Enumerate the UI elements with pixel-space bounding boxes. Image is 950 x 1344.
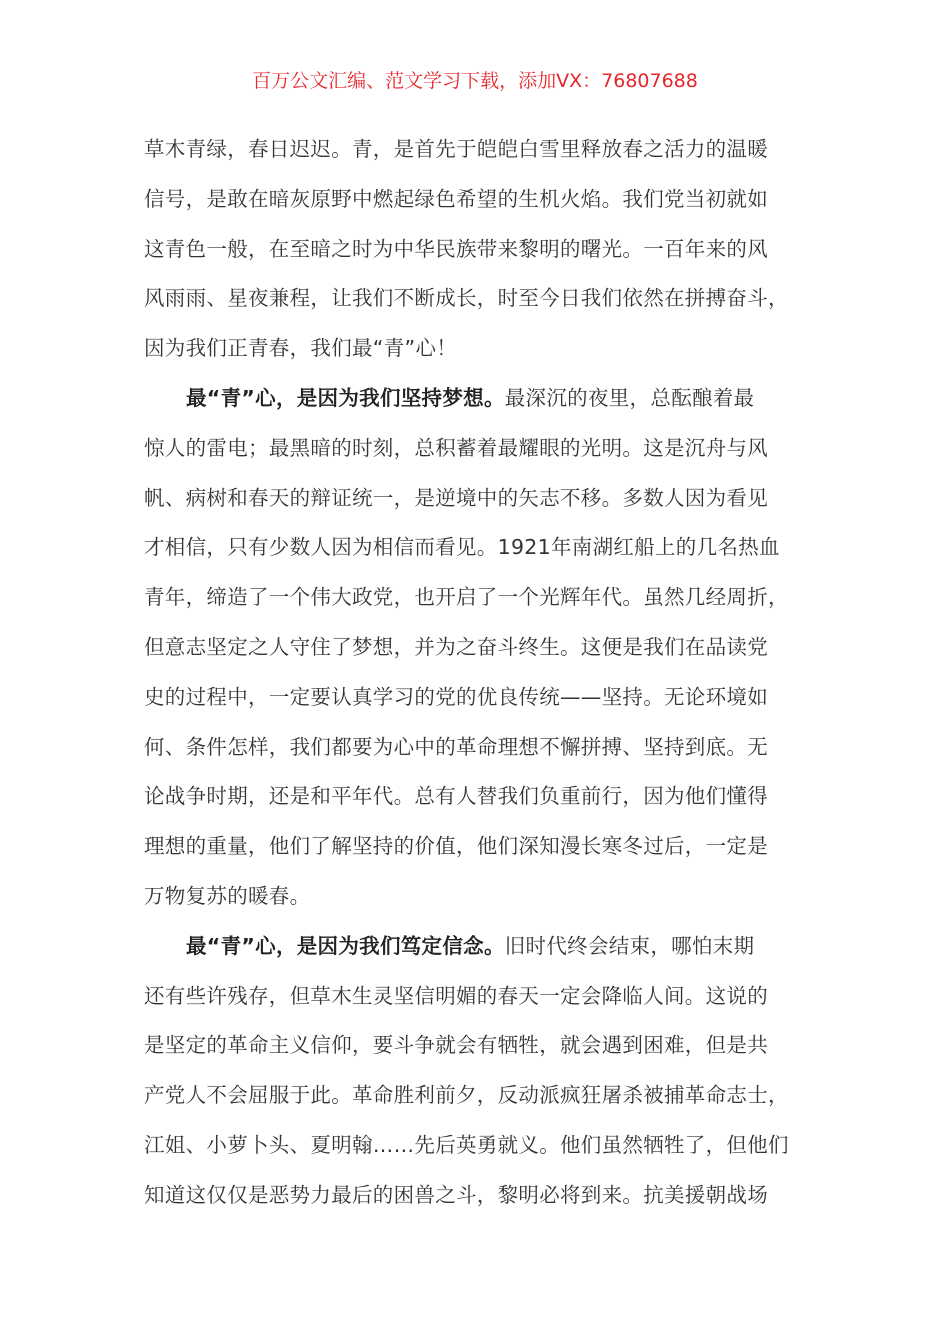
watermark-header: 百万公文汇编、范文学习下载，添加VX：76807688 bbox=[252, 70, 698, 92]
paragraph-line bbox=[144, 922, 824, 972]
paragraph-line bbox=[144, 1071, 824, 1121]
line-text: 但意志坚定之人守住了梦想，并为之奋斗终生。这便是我们在品读党 bbox=[144, 634, 768, 659]
line-text: 青年，缔造了一个伟大政党，也开启了一个光辉年代。虽然几经周折， bbox=[144, 585, 789, 610]
document-body bbox=[144, 125, 824, 1221]
line-text: 草木青绿，春日迟迟。青，是首先于皑皑白雪里释放春之活力的温暖 bbox=[144, 137, 768, 161]
paragraph-line bbox=[144, 424, 824, 474]
paragraph-line bbox=[144, 772, 824, 822]
paragraph-line bbox=[144, 1121, 824, 1171]
line-text: 史的过程中，一定要认真学习的党的优良传统——坚持。无论环境如 bbox=[144, 684, 768, 709]
line-text: 惊人的雷电；最黑暗的时刻，总积蓄着最耀眼的光明。这是沉舟与风 bbox=[144, 435, 768, 460]
line-text: 万物复苏的暖春。 bbox=[144, 883, 311, 908]
line-text: 最深沉的夜里，总酝酿着最 bbox=[504, 385, 755, 410]
line-text: 因为我们正青春，我们最“青”心！ bbox=[144, 336, 458, 361]
paragraph-heading: 最“青”心，是因为我们笃定信念。 bbox=[186, 933, 505, 958]
line-text: 理想的重量，他们了解坚持的价值，他们深知漫长寒冬过后，一定是 bbox=[144, 834, 768, 859]
line-text: 这青色一般，在至暗之时为中华民族带来黎明的曙光。一百年来的风 bbox=[144, 236, 768, 261]
paragraph-line bbox=[144, 125, 824, 175]
paragraph-line bbox=[144, 225, 824, 275]
line-text: 帆、病树和春天的辩证统一，是逆境中的矢志不移。多数人因为看见 bbox=[144, 485, 768, 510]
paragraph-line bbox=[144, 374, 824, 424]
paragraph-heading: 最“青”心，是因为我们坚持梦想。 bbox=[186, 385, 505, 410]
paragraph-line bbox=[144, 1021, 824, 1071]
line-text: 才相信，只有少数人因为相信而看见。1921年南湖红船上的几名热血 bbox=[144, 535, 780, 560]
paragraph-line bbox=[144, 324, 824, 374]
paragraph-line bbox=[144, 972, 824, 1022]
line-text: 是坚定的革命主义信仰，要斗争就会有牺牲，就会遇到困难，但是共 bbox=[144, 1033, 768, 1058]
line-text: 信号，是敢在暗灰原野中燃起绿色希望的生机火焰。我们党当初就如 bbox=[144, 186, 768, 211]
paragraph-line bbox=[144, 623, 824, 673]
line-text: 产党人不会屈服于此。革命胜利前夕，反动派疯狂屠杀被捕革命志士， bbox=[144, 1083, 789, 1108]
line-text: 风雨雨、星夜兼程，让我们不断成长，时至今日我们依然在拼搏奋斗， bbox=[144, 286, 789, 311]
line-text: 旧时代终会结束，哪怕末期 bbox=[504, 933, 755, 958]
paragraph-line bbox=[144, 175, 824, 225]
paragraph-line bbox=[144, 673, 824, 723]
paragraph-line bbox=[144, 723, 824, 773]
line-text: 何、条件怎样，我们都要为心中的革命理想不懈拼搏、坚持到底。无 bbox=[144, 734, 768, 759]
paragraph-line bbox=[144, 872, 824, 922]
line-text: 知道这仅仅是恶势力最后的困兽之斗，黎明必将到来。抗美援朝战场 bbox=[144, 1182, 768, 1207]
paragraph-line bbox=[144, 573, 824, 623]
paragraph-line bbox=[144, 1171, 824, 1221]
paragraph-line bbox=[144, 523, 824, 573]
line-text: 还有些许残存，但草木生灵坚信明媚的春天一定会降临人间。这说的 bbox=[144, 983, 768, 1008]
line-text: 论战争时期，还是和平年代。总有人替我们负重前行，因为他们懂得 bbox=[144, 784, 768, 809]
line-text: 江姐、小萝卜头、夏明翰……先后英勇就义。他们虽然牺牲了，但他们 bbox=[144, 1132, 789, 1157]
paragraph-line bbox=[144, 274, 824, 324]
paragraph-line bbox=[144, 474, 824, 524]
paragraph-line bbox=[144, 822, 824, 872]
